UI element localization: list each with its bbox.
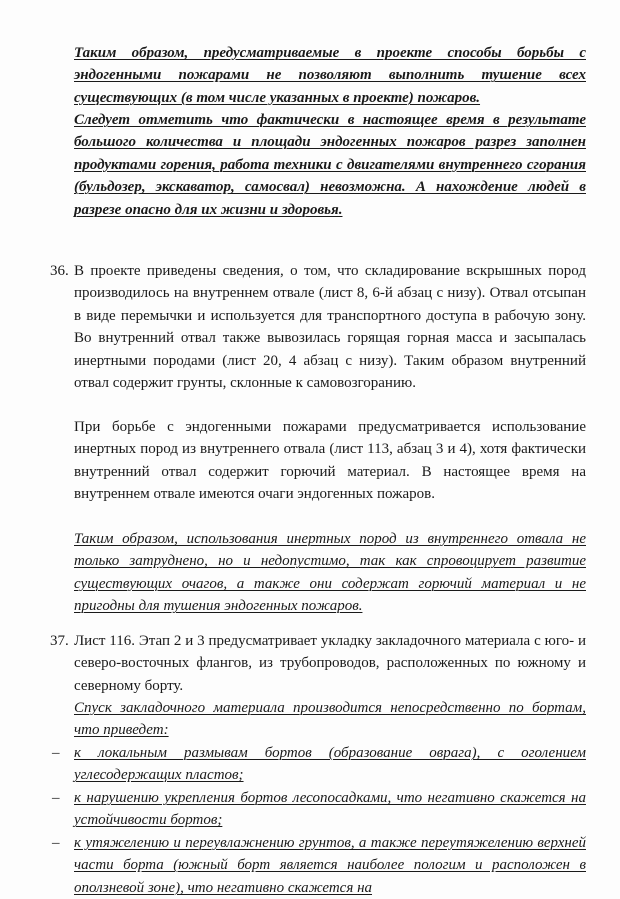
item-36-conclusion: Таким образом, использования инертных пород из внутреннего отвала не только затруднено, но и недопустимо, так как спровоцирует развитие существующих очагов, а также они содержат горючий материал и не пригодны для тушения эндогенных пожаров. [74, 531, 586, 615]
item-36-paragraph-2: При борьбе с эндогенными пожарами предусматривается использование инертных пород из внутреннего отвала (лист 113, абзац 3 и 4), хотя фактически внутренний отвал содержит горючий материал. В настоящее время на внутреннем отвале имеются очаги эндогенных пожаров. [74, 419, 586, 503]
bullet-item-3: к утяжелению и переувлажнению грунтов, а также переутяжелению верхней части борта (южный борт является наиболее пологим и расположен в оползневой зоне), что негативно скажется на [74, 835, 586, 896]
bullet-item-2: к нарушению укрепления бортов лесопосадками, что негативно скажется на устойчивости бортов; [74, 790, 586, 829]
item-37-number: 37. [50, 633, 69, 649]
bullet-dash-1: – [52, 745, 60, 761]
item-37-paragraph-1: Лист 116. Этап 2 и 3 предусматривает укладку закладочного материала с юго- и северо-восточных флангов, из трубопроводов, расположенных по южному и северному борту. [74, 633, 586, 694]
intro-paragraph-2: Следует отметить что фактически в настоящее время в результате большого количества и площади эндогенных пожаров разрез заполнен продуктами горения, работа техники с двигателями внутреннего сгорания (бульдозер, экскаватор, самосвал) невозможна. А нахождение людей в разрезе опасно для их жизни и здоровья. [74, 112, 586, 218]
item-36-number: 36. [50, 263, 69, 279]
item-37-paragraph-2: Спуск закладочного материала производится непосредственно по бортам, что приведет: [74, 700, 586, 739]
bullet-dash-3: – [52, 835, 60, 851]
item-36-paragraph-1: В проекте приведены сведения, о том, что складирование вскрышных пород производилось на внутреннем отвале (лист 8, 6-й абзац с низу). Отвал отсыпан в виде перемычки и используется для транспортного доступа в рабочую зону. Во внутренний отвал также вывозилась горящая горная масса и засыпалась инертными породами (лист 20, 4 абзац с низу). Таким образом внутренний отвал содержит грунты, склонные к самовозгоранию. [74, 263, 586, 392]
bullet-item-1: к локальным размывам бортов (образование оврага), с оголением углесодержащих пластов; [74, 745, 586, 784]
bullet-dash-2: – [52, 790, 60, 806]
intro-paragraph-1: Таким образом, предусматриваемые в проекте способы борьбы с эндогенными пожарами не позволяют выполнить тушение всех существующих (в том числе указанных в проекте) пожаров. [74, 45, 586, 106]
